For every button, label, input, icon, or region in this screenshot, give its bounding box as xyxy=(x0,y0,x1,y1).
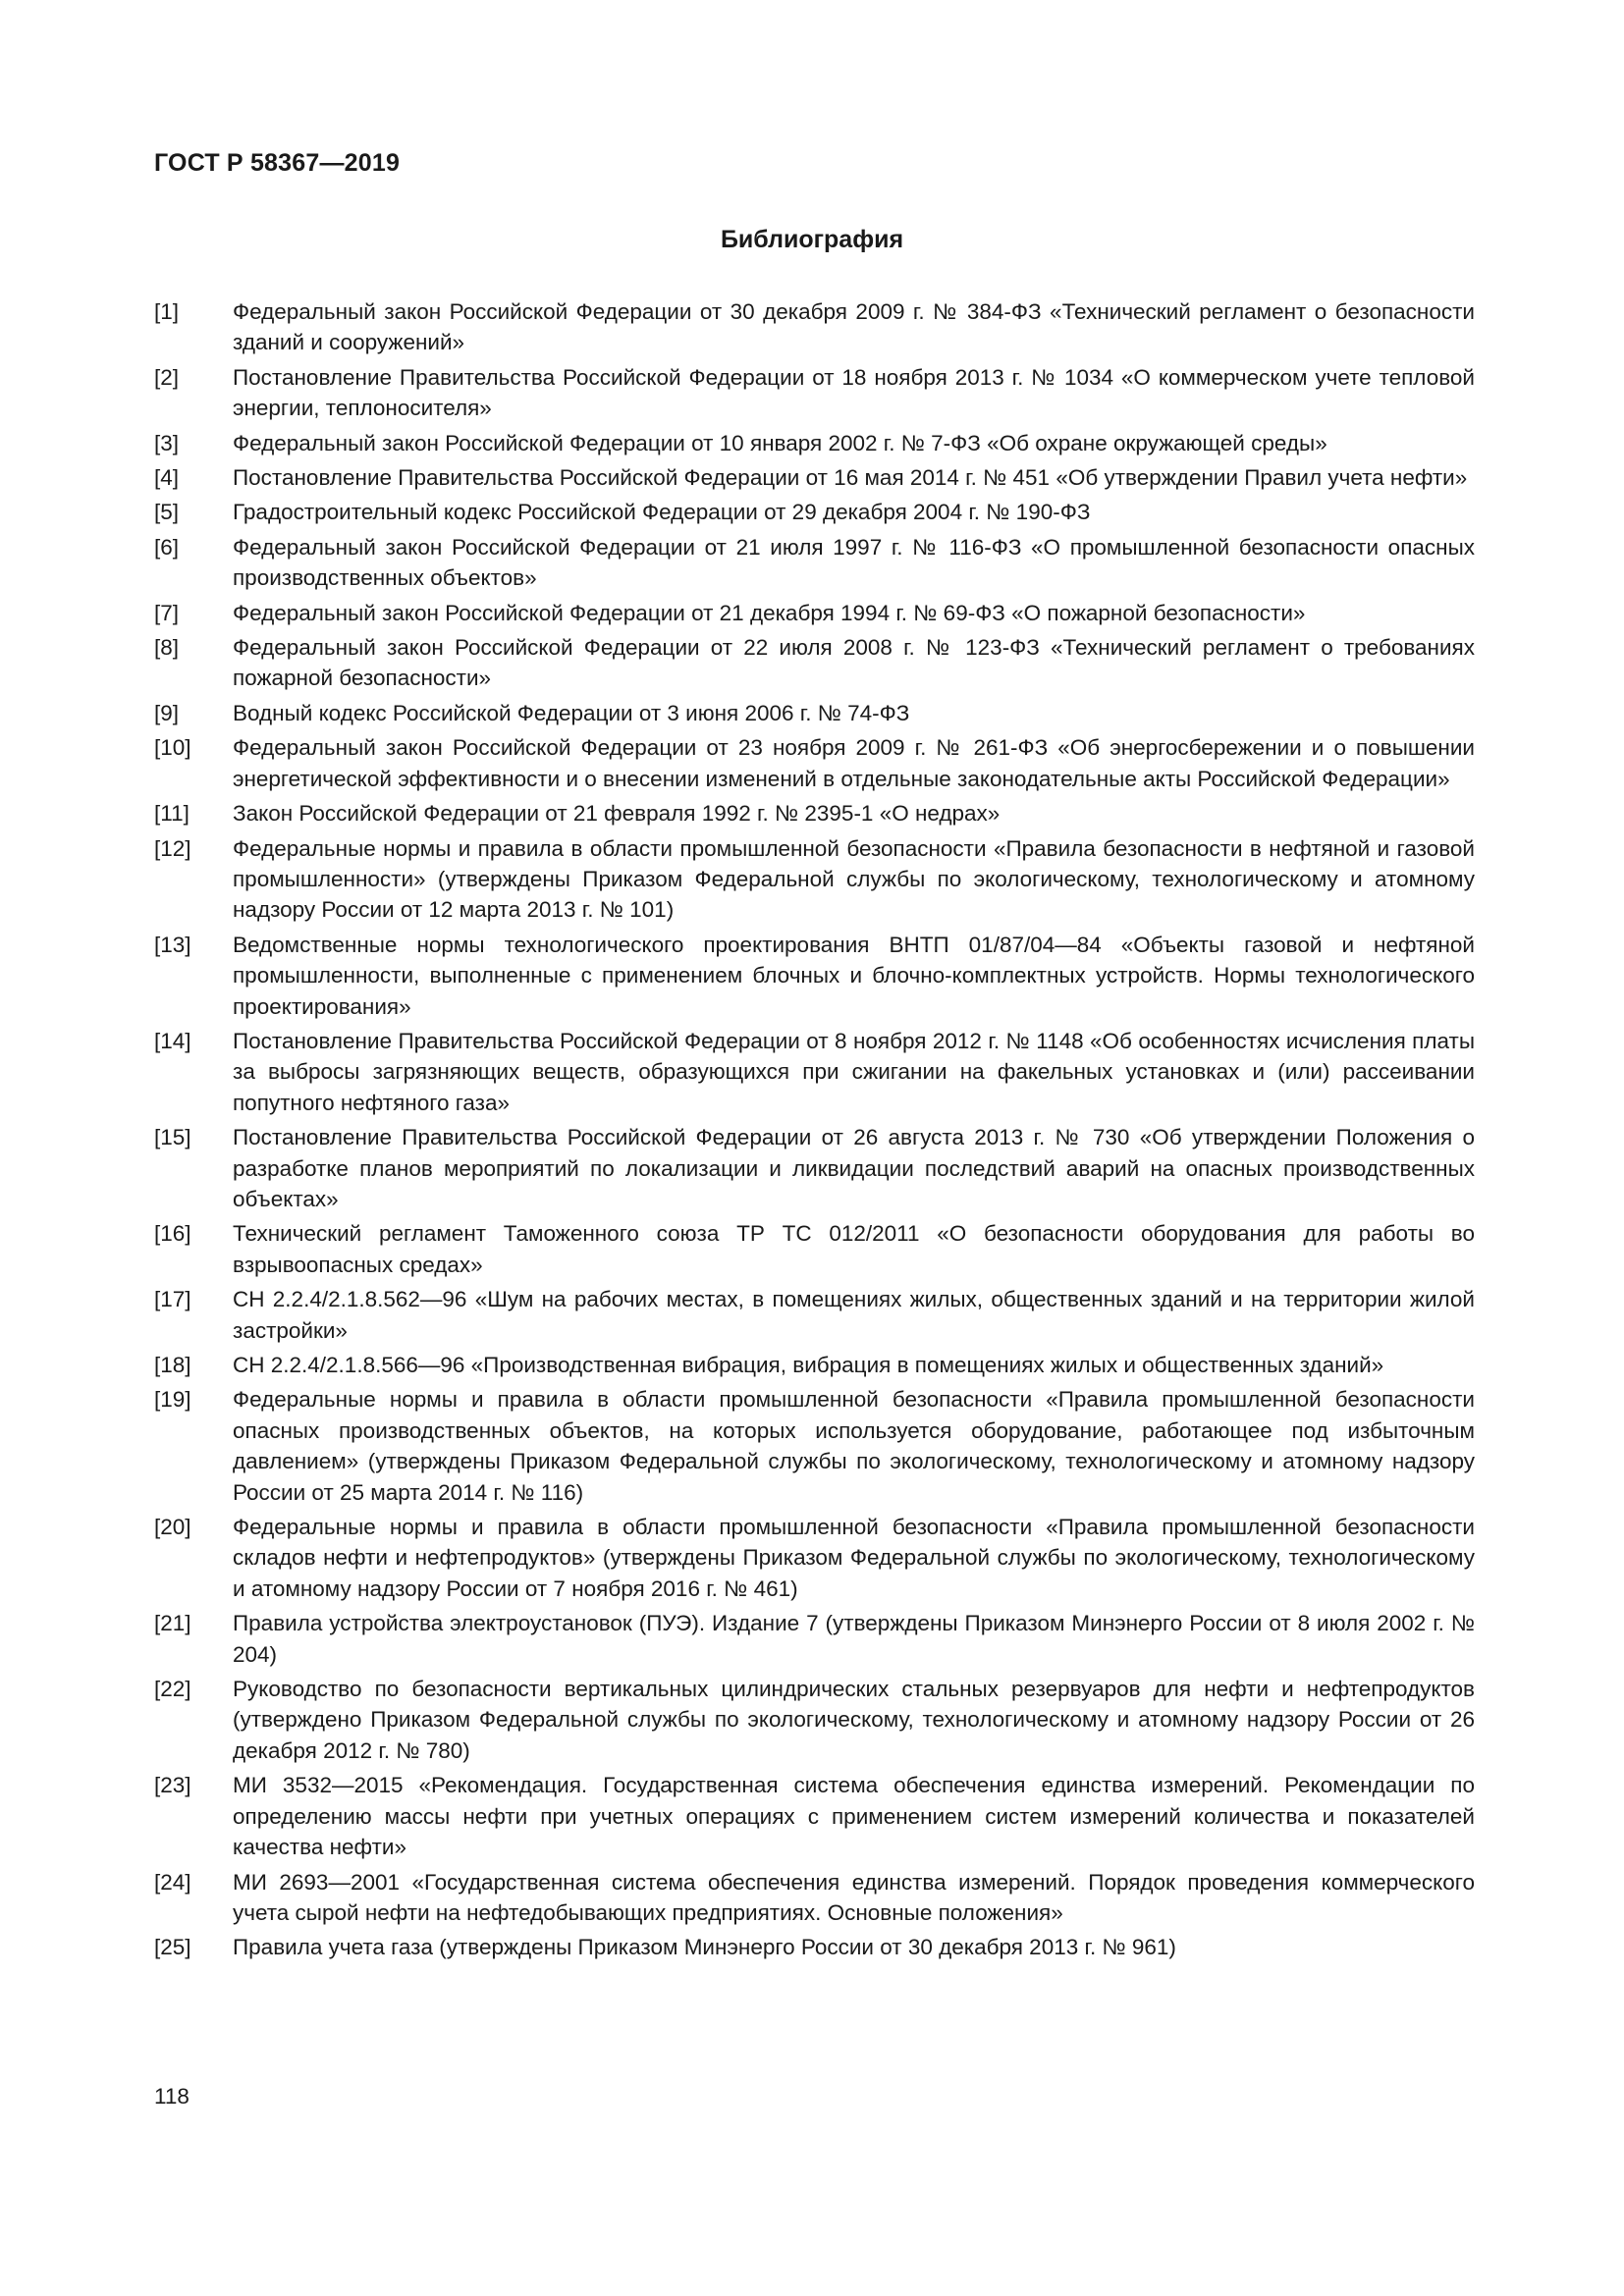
bibliography-item xyxy=(154,598,1475,628)
bibliography-item-text: Водный кодекс Российской Федерации от 3 июня 2006 г. № 74-ФЗ xyxy=(233,700,910,725)
bibliography-item xyxy=(154,632,1475,694)
bibliography-item xyxy=(154,497,1475,527)
bibliography-item-number: [7] xyxy=(154,600,180,625)
bibliography-item-number: [3] xyxy=(154,430,180,455)
bibliography-item-number: [13] xyxy=(154,932,191,957)
bibliography-item-number: [21] xyxy=(154,1611,191,1636)
bibliography-item-number: [22] xyxy=(154,1677,191,1702)
bibliography-item-number: [19] xyxy=(154,1387,191,1413)
bibliography-item xyxy=(154,698,1475,728)
bibliography-item-number: [23] xyxy=(154,1773,191,1798)
bibliography-item-text: Постановление Правительства Российской Федерации от 26 августа 2013 г. № 730 «Об утверждении Положения о разработке планов мероприятий по локализации и ликвидации последствий аварий на опасных производственных объектах» xyxy=(233,1125,1475,1211)
bibliography-item-number: [4] xyxy=(154,465,180,491)
bibliography-item xyxy=(154,1770,1475,1862)
bibliography-item xyxy=(154,1384,1475,1508)
bibliography-item-number: [18] xyxy=(154,1353,191,1377)
bibliography-item xyxy=(154,532,1475,594)
bibliography-item-text: Федеральный закон Российской Федерации от 10 января 2002 г. № 7-ФЗ «Об охране окружающей среды» xyxy=(233,430,1327,455)
bibliography-item-number: [20] xyxy=(154,1515,191,1540)
bibliography-item xyxy=(154,1674,1475,1766)
bibliography-item-number: [2] xyxy=(154,364,180,390)
bibliography-item-number: [8] xyxy=(154,635,180,661)
bibliography-item-number: [12] xyxy=(154,835,191,861)
bibliography-item-text: Технический регламент Таможенного союза ТР ТС 012/2011 «О безопасности оборудования для работы во взрывоопасных средах» xyxy=(233,1221,1475,1277)
bibliography-item-text: Федеральный закон Российской Федерации от 22 июля 2008 г. № 123-ФЗ «Технический регламент о требованиях пожарной безопасности» xyxy=(233,635,1475,691)
bibliography-item-text: Постановление Правительства Российской Федерации от 18 ноября 2013 г. № 1034 «О коммерческом учете тепловой энергии, теплоносителя» xyxy=(233,364,1475,421)
bibliography-item xyxy=(154,1932,1475,1962)
bibliography-item xyxy=(154,1350,1475,1380)
bibliography-item-text: Федеральный закон Российской Федерации от 21 июля 1997 г. № 116-ФЗ «О промышленной безопасности опасных производственных объектов» xyxy=(233,534,1475,591)
bibliography-item xyxy=(154,362,1475,424)
bibliography-item-text: МИ 2693—2001 «Государственная система обеспечения единства измерений. Порядок проведения коммерческого учета сырой нефти на нефтедобывающих предприятиях. Основные положения» xyxy=(233,1869,1475,1925)
bibliography-item xyxy=(154,1512,1475,1604)
bibliography-item-text: СН 2.2.4/2.1.8.566—96 «Производственная вибрация, вибрация в помещениях жилых и общественных зданий» xyxy=(233,1353,1384,1377)
bibliography-title: Библиография xyxy=(720,226,904,253)
bibliography-item-number: [9] xyxy=(154,700,180,725)
bibliography-item-number: [24] xyxy=(154,1869,191,1895)
bibliography-item xyxy=(154,462,1475,493)
bibliography-item-text: Правила устройства электроустановок (ПУЭ). Издание 7 (утверждены Приказом Минэнерго России от 8 июля 2002 г. № 204) xyxy=(233,1611,1475,1667)
page-number: 118 xyxy=(154,2084,189,2109)
document-code: ГОСТ Р 58367—2019 xyxy=(154,149,401,177)
bibliography-item-number: [1] xyxy=(154,299,180,324)
bibliography-item-number: [16] xyxy=(154,1221,191,1247)
bibliography-item xyxy=(154,1122,1475,1214)
bibliography-item-number: [5] xyxy=(154,500,180,525)
bibliography-item-text: Федеральный закон Российской Федерации от 23 ноября 2009 г. № 261-ФЗ «Об энергосбережении и о повышении энергетической эффективности и о внесении изменений в отдельные законодательные акты Российской Федерации» xyxy=(233,735,1475,791)
bibliography-item-text: Постановление Правительства Российской Федерации от 16 мая 2014 г. № 451 «Об утверждении Правил учета нефти» xyxy=(233,465,1468,491)
bibliography-item-text: СН 2.2.4/2.1.8.562—96 «Шум на рабочих местах, в помещениях жилых, общественных зданий и на территории жилой застройки» xyxy=(233,1287,1475,1343)
bibliography-item-text: МИ 3532—2015 «Рекомендация. Государственная система обеспечения единства измерений. Рекомендации по определению массы нефти при учетных операциях с применением систем измерений количества и показателей качества нефти» xyxy=(233,1773,1475,1860)
bibliography-item-text: Федеральный закон Российской Федерации от 30 декабря 2009 г. № 384-ФЗ «Технический регламент о безопасности зданий и сооружений» xyxy=(233,299,1475,355)
bibliography-item-text: Федеральные нормы и правила в области промышленной безопасности «Правила промышленной безопасности опасных производственных объектов, на которых используется оборудование, работающее под избыточным давлением» (утверждены Приказом Федеральной службы по экологическому, технологическому и атомному надзору России от 25 марта 2014 г. № 116) xyxy=(233,1387,1475,1505)
bibliography-list xyxy=(154,296,1475,1967)
bibliography-item-number: [14] xyxy=(154,1028,191,1053)
bibliography-item-text: Ведомственные нормы технологического проектирования ВНТП 01/87/04—84 «Объекты газовой и нефтяной промышленности, выполненные с применением блочных и блочно-комплектных устройств. Нормы технологического проектирования» xyxy=(233,932,1475,1019)
bibliography-item xyxy=(154,798,1475,828)
bibliography-item xyxy=(154,833,1475,926)
bibliography-item-number: [17] xyxy=(154,1287,191,1312)
bibliography-item-text: Правила учета газа (утверждены Приказом Минэнерго России от 30 декабря 2013 г. № 961) xyxy=(233,1935,1176,1960)
bibliography-item-text: Руководство по безопасности вертикальных цилиндрических стальных резервуаров для нефти и нефтепродуктов (утверждено Приказом Федеральной службы по экологическому, технологическому и атомному надзору России от 26 декабря 2012 г. № 780) xyxy=(233,1677,1475,1763)
bibliography-item-number: [11] xyxy=(154,801,189,827)
bibliography-item xyxy=(154,732,1475,794)
bibliography-item-text: Федеральный закон Российской Федерации от 21 декабря 1994 г. № 69-ФЗ «О пожарной безопасности» xyxy=(233,600,1306,625)
bibliography-item xyxy=(154,428,1475,458)
bibliography-item xyxy=(154,1867,1475,1929)
bibliography-item xyxy=(154,930,1475,1022)
bibliography-item-number: [10] xyxy=(154,735,191,761)
bibliography-item xyxy=(154,1608,1475,1670)
bibliography-item-text: Постановление Правительства Российской Федерации от 8 ноября 2012 г. № 1148 «Об особенностях исчисления платы за выбросы загрязняющих веществ, образующихся при сжигании на факельных установках и (или) рассеивании попутного нефтяного газа» xyxy=(233,1028,1475,1115)
bibliography-item-text: Федеральные нормы и правила в области промышленной безопасности «Правила промышленной безопасности складов нефти и нефтепродуктов» (утверждены Приказом Федеральной службы по экологическому, технологическому и атомному надзору России от 7 ноября 2016 г. № 461) xyxy=(233,1515,1475,1601)
bibliography-item-text: Федеральные нормы и правила в области промышленной безопасности «Правила безопасности в нефтяной и газовой промышленности» (утверждены Приказом Федеральной службы по экологическому, технологическому и атомному надзору России от 12 марта 2013 г. № 101) xyxy=(233,835,1475,923)
bibliography-item-number: [6] xyxy=(154,534,180,560)
bibliography-item-text: Градостроительный кодекс Российской Федерации от 29 декабря 2004 г. № 190-ФЗ xyxy=(233,500,1091,525)
bibliography-item xyxy=(154,1026,1475,1118)
bibliography-item xyxy=(154,296,1475,358)
bibliography-item-text: Закон Российской Федерации от 21 февраля 1992 г. № 2395-1 «О недрах» xyxy=(233,801,1001,827)
bibliography-item-number: [25] xyxy=(154,1935,191,1960)
bibliography-item xyxy=(154,1218,1475,1280)
bibliography-item-number: [15] xyxy=(154,1125,191,1150)
bibliography-item xyxy=(154,1284,1475,1346)
